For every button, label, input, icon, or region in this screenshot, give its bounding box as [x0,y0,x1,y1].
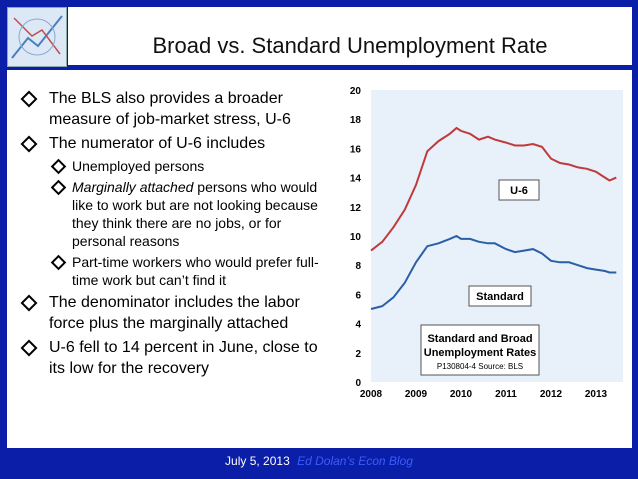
bullet-list [7,88,323,382]
bullet-item [7,88,323,130]
y-tick-label: 6 [355,290,361,302]
x-tick-label: 2008 [359,389,383,400]
bullet-text: persons who would like to work but are not looking because they think there are no jobs, or for personal reasons [72,179,318,249]
y-tick-label: 10 [349,232,361,243]
bullet-item [7,133,323,154]
x-tick-label: 2011 [495,389,517,400]
bullet-item [7,292,323,334]
footer [0,454,638,468]
footer-blog-link[interactable]: Ed Dolan’s Econ Blog [297,454,413,468]
u6-label-box [499,180,539,200]
bullet-text: The numerator of U-6 includes [49,135,266,152]
bullet-item [7,178,323,250]
diamond-bullet-icon [21,91,38,108]
diamond-bullet-icon [51,180,67,196]
y-tick-label: 4 [355,319,361,331]
unemployment-chart [333,82,628,427]
bullet-text: Part-time workers who would prefer full-time work but can’t find it [72,254,319,288]
y-tick-label: 20 [349,86,361,97]
series-label-u6: U-6 [510,185,528,197]
chart-subtitle: P130804-4 Source: BLS [436,362,524,371]
y-tick-label: 14 [349,173,361,185]
x-tick-label: 2009 [404,389,428,400]
y-tick-label: 8 [355,261,361,273]
slide-title: Broad vs. Standard Unemployment Rate [152,33,548,58]
bullet-emphasis: Marginally attached [72,179,194,195]
diamond-bullet-icon [51,255,67,271]
content-panel [7,70,632,448]
chart-title: Standard and Broad [427,333,533,345]
x-tick-label: 2012 [539,389,563,400]
bullet-item [7,253,323,289]
y-tick-label: 12 [349,202,361,214]
series-label-standard: Standard [476,291,524,303]
y-tick-label: 2 [355,348,361,360]
diamond-bullet-icon [21,295,38,312]
diamond-bullet-icon [21,136,38,153]
y-tick-label: 0 [355,378,361,389]
standard-label-box [469,286,531,306]
title-bar [68,7,632,65]
bullet-text: U-6 fell to 14 percent in June, close to its low for the recovery [49,339,318,377]
diamond-bullet-icon [21,340,38,357]
chart-title-box [421,325,539,375]
bullet-item [7,157,323,175]
chart-title-line2: Unemployment Rates [423,347,537,359]
x-tick-label: 2013 [584,389,608,400]
y-tick-label: 16 [349,144,361,156]
bullet-text: Unemployed persons [72,158,205,174]
y-tick-label: 18 [349,115,361,127]
bullet-item [7,337,323,379]
bullet-text: The denominator includes the labor force plus the marginally attached [49,294,300,332]
x-tick-label: 2010 [449,389,473,400]
bullet-text: The BLS also provides a broader measure of job-market stress, U-6 [49,90,291,128]
logo-image [7,7,67,67]
footer-date: July 5, 2013 [225,454,290,468]
diamond-bullet-icon [51,159,67,175]
